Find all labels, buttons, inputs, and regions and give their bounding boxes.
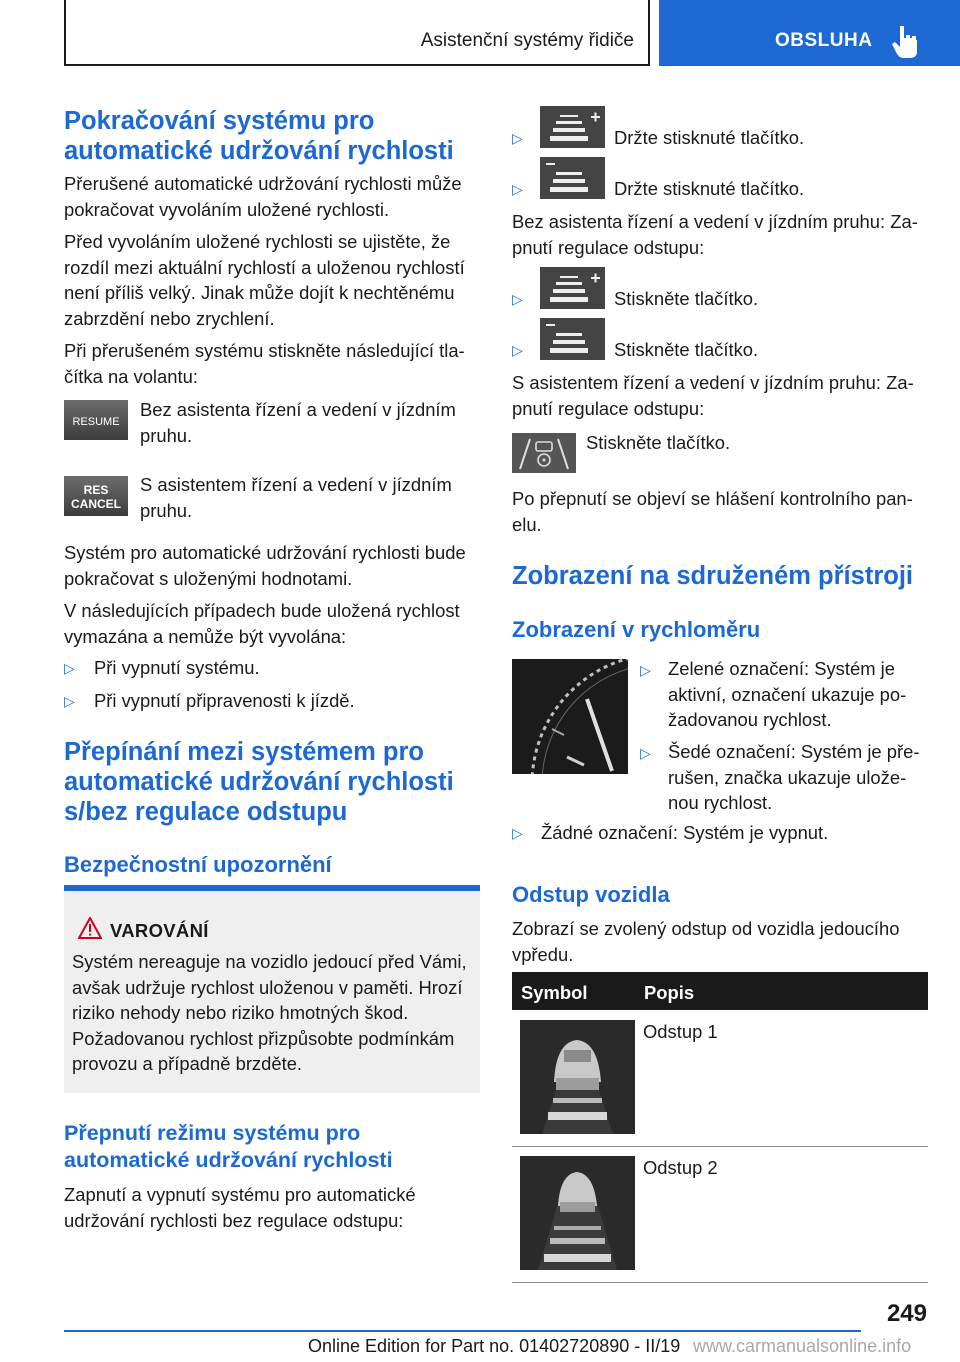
step-text: Stiskněte tlačítko. bbox=[614, 339, 759, 360]
distance-increase-button-icon bbox=[540, 267, 605, 309]
paragraph: Zapnutí a vypnutí systému pro automatické udržování rychlosti bez regulace odstupu: bbox=[64, 1184, 416, 1231]
list-item: Šedé označení: Systém je přerušen, značka ukazuje uloženou rychlost. bbox=[668, 741, 920, 813]
heading-switch: Přepínání mezi systémem pro automatické udržování rychlosti s/bez regulace odstupu bbox=[64, 738, 454, 826]
section-tab[interactable] bbox=[659, 0, 960, 66]
distance-increase-button-icon bbox=[540, 106, 605, 148]
table-row-divider bbox=[512, 1146, 928, 1147]
bullet-icon: ▷ bbox=[512, 291, 523, 307]
table-cell-description: Odstup 2 bbox=[643, 1157, 718, 1178]
table-row-divider bbox=[512, 1282, 928, 1283]
res-label: RES bbox=[83, 483, 109, 497]
bullet-icon: ▷ bbox=[64, 660, 75, 676]
bullet-icon: ▷ bbox=[512, 181, 523, 197]
table-header bbox=[512, 972, 928, 1010]
watermark-text: www.carmanualsonline.info bbox=[693, 1336, 912, 1356]
paragraph: Při přerušeném systému stiskněte následující tlačítka na volantu: bbox=[64, 340, 465, 387]
warning-text: Systém nereaguje na vozidlo jedoucí před Vámi, avšak udržuje rychlost uloženou v paměti. Hrozí riziko nehody nebo riziko hmotných škod. Požadovanou rychlost přizpůsobte podmínkám provozu a případně brzděte. bbox=[72, 951, 467, 1074]
paragraph: Zobrazí se zvolený odstup od vozidla jedoucího vpředu. bbox=[512, 918, 900, 965]
paragraph: Bez asistenta řízení a vedení v jízdním pruhu: Zapnutí regulace odstupu: bbox=[512, 211, 918, 258]
heading-safety: Bezpečnostní upozornění bbox=[64, 852, 332, 877]
table-cell-description: Odstup 1 bbox=[643, 1021, 718, 1042]
paragraph: S asistentem řízení a vedení v jízdním pruhu: Zapnutí regulace odstupu: bbox=[512, 372, 914, 419]
header-frame bbox=[64, 0, 650, 66]
warning-title: VAROVÁNÍ bbox=[110, 920, 209, 941]
bullet-icon: ▷ bbox=[512, 825, 523, 841]
heading-speedometer: Zobrazení v rychloměru bbox=[512, 617, 761, 642]
distance-decrease-button-icon bbox=[540, 318, 605, 360]
distance-2-symbol-image bbox=[520, 1156, 635, 1270]
step-text: Stiskněte tlačítko. bbox=[586, 432, 731, 453]
paragraph: Systém pro automatické udržování rychlosti bude pokračovat s uloženými hodnotami. bbox=[64, 542, 466, 589]
list-item: Žádné označení: Systém je vypnut. bbox=[541, 822, 829, 843]
distance-1-symbol-image bbox=[520, 1020, 635, 1134]
heading-distance: Odstup vozidla bbox=[512, 882, 670, 907]
column-header-symbol: Symbol bbox=[521, 982, 588, 1003]
paragraph: Po přepnutí se objeví se hlášení kontrolního panelu. bbox=[512, 488, 913, 535]
paragraph: Před vyvoláním uložené rychlosti se ujistěte, že rozdíl mezi aktuální rychlostí a uloženou rychlostí není příliš velký. Jinak může dojít k nechtěnému zabrzdění nebo zrychlení. bbox=[64, 231, 465, 329]
res-cancel-button-icon bbox=[64, 476, 128, 516]
bullet-icon: ▷ bbox=[640, 745, 651, 761]
warning-triangle-icon bbox=[78, 917, 102, 939]
step-text: Stiskněte tlačítko. bbox=[614, 288, 759, 309]
step-text: Držte stisknuté tlačítko. bbox=[614, 127, 805, 148]
column-header-description: Popis bbox=[644, 982, 695, 1003]
chapter-title: Asistenční systémy řidiče bbox=[420, 30, 634, 51]
cancel-label: CANCEL bbox=[71, 497, 121, 511]
resume-button-icon bbox=[64, 400, 128, 440]
list-item: Zelené označení: Systém je aktivní, označení ukazuje požadovanou rychlost. bbox=[668, 658, 907, 730]
speedometer-image bbox=[512, 659, 628, 774]
paragraph: Přerušené automatické udržování rychlosti může pokračovat vyvoláním uložené rychlosti. bbox=[64, 173, 462, 220]
heading-mode: Přepnutí režimu systému pro automatické udržování rychlosti bbox=[64, 1121, 393, 1172]
pointing-hand-icon bbox=[892, 24, 920, 58]
button-description: S asistentem řízení a vedení v jízdním pruhu. bbox=[140, 474, 452, 521]
button-description: Bez asistenta řízení a vedení v jízdním pruhu. bbox=[140, 399, 456, 446]
list-item: Při vypnutí systému. bbox=[94, 657, 260, 678]
footer-divider bbox=[64, 1330, 861, 1332]
heading-display: Zobrazení na sdruženém přístroji bbox=[512, 562, 913, 590]
bullet-icon: ▷ bbox=[512, 342, 523, 358]
paragraph: V následujících případech bude uložená rychlost vymazána a nemůže být vyvolána: bbox=[64, 600, 460, 647]
resume-button-label: RESUME bbox=[72, 416, 120, 428]
list-item: Při vypnutí připravenosti k jízdě. bbox=[94, 690, 355, 711]
edition-text: Online Edition for Part no. 01402720890 - II/19 bbox=[308, 1336, 681, 1356]
bullet-icon: ▷ bbox=[640, 662, 651, 678]
steering-assist-button-icon bbox=[512, 433, 576, 473]
bullet-icon: ▷ bbox=[64, 693, 75, 709]
page-number: 249 bbox=[886, 1300, 927, 1327]
warning-box bbox=[64, 885, 480, 1093]
distance-decrease-button-icon bbox=[540, 157, 605, 199]
step-text: Držte stisknuté tlačítko. bbox=[614, 178, 805, 199]
bullet-icon: ▷ bbox=[512, 130, 523, 146]
heading-resume: Pokračování systému pro automatické udržování rychlosti bbox=[64, 107, 454, 165]
section-tab-label: OBSLUHA bbox=[775, 30, 873, 51]
